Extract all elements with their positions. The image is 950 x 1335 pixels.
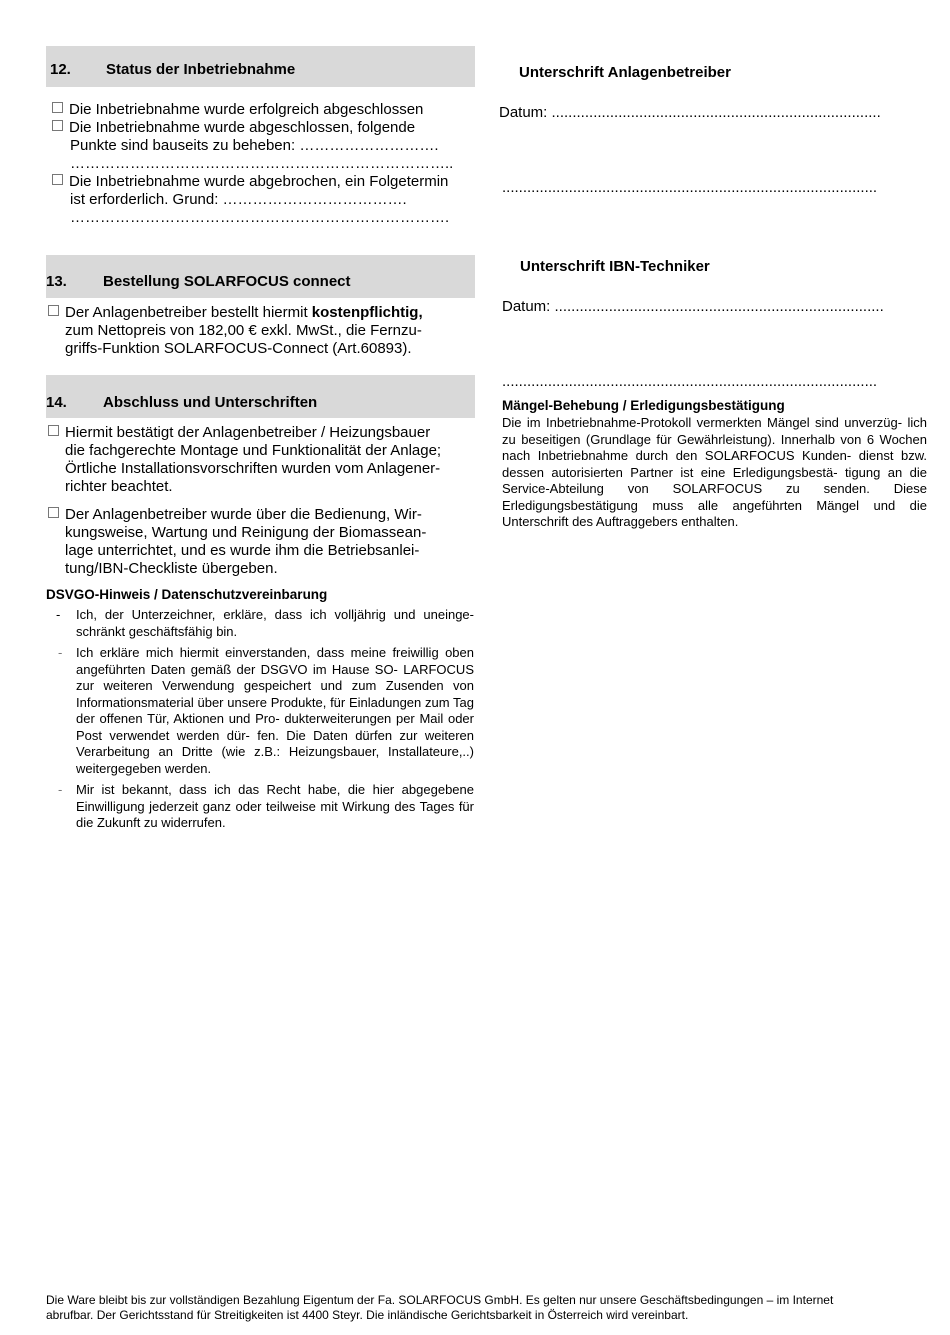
signature-technician-date-field[interactable]: Datum: ...............................................................................	[502, 298, 884, 315]
dsgvo-item: - Mir ist bekannt, dass ich das Recht habe, die hier abgegebene Einwilligung jederzeit ganz oder teilweise mit Wirkung des Tages für die Zukunft zu widerrufen.	[58, 782, 474, 830]
footer-line: abrufbar. Der Gerichtsstand für Streitigkeiten ist 4400 Steyr. Die inländische Gerichtsbarkeit in Österreich wird vereinbart.	[46, 1308, 689, 1322]
option-text: ist erforderlich. Grund: ……………………………….	[70, 191, 407, 208]
bullet-dash: -	[58, 645, 63, 660]
option-completed[interactable]: Die Inbetriebnahme wurde erfolgreich abgeschlossen	[52, 101, 482, 119]
confirm-text: Örtliche Installationsvorschriften wurden vom Anlagener-	[65, 460, 441, 477]
option-aborted[interactable]: Die Inbetriebnahme wurde abgebrochen, ein Folgetermin	[52, 173, 482, 191]
confirm-text: kungsweise, Wartung und Reinigung der Biomassean-	[65, 524, 427, 541]
option-completed-with-issues[interactable]: Die Inbetriebnahme wurde abgeschlossen, folgende	[52, 119, 482, 137]
section-title: Abschluss und Unterschriften	[103, 394, 318, 411]
section-13-header	[46, 255, 475, 298]
confirm-text: richter beachtet.	[65, 478, 173, 495]
defects-title: Mängel-Behebung / Erledigungsbestätigung	[502, 398, 785, 413]
section-number: 14.	[46, 394, 67, 411]
checkbox[interactable]	[48, 507, 59, 518]
footer-line: Die Ware bleibt bis zur vollständigen Bezahlung Eigentum der Fa. SOLARFOCUS GmbH. Es gelten nur unsere Geschäftsbedingungen – im Internet	[46, 1293, 834, 1307]
option-order-connect[interactable]: Der Anlagenbetreiber bestellt hiermit kostenpflichtig,	[48, 304, 478, 322]
defects-text: Die im Inbetriebnahme-Protokoll vermerkten Mängel sind unverzüg- lich zu beseitigen (Grundlage für Gewährleistung). Innerhalb von 6 Wochen nach Inbetriebnahme durch den SOLARFOCUS Kunden- dienst bzw. dessen autorisierten Partner ist eine Erledigungsbestä- tigung an die Service-Abteilung von SOLARFOCUS zu senden. Diese Erledigungsbestätigung muss alle angeführten Mängel und die Unterschrift des Auftraggebers enthalten.	[502, 415, 927, 529]
checkbox[interactable]	[48, 425, 59, 436]
fill-line[interactable]: …………………………………………………………………..	[70, 155, 454, 172]
confirm-text: lage unterrichtet, und es wurde ihm die Betriebsanlei-	[65, 542, 420, 559]
option-installation-confirm[interactable]: Hiermit bestätigt der Anlagenbetreiber / Heizungsbauer	[48, 424, 478, 442]
checkbox[interactable]	[52, 120, 63, 131]
signature-technician-title: Unterschrift IBN-Techniker	[520, 258, 710, 275]
checkbox[interactable]	[48, 305, 59, 316]
section-title: Bestellung SOLARFOCUS connect	[103, 273, 351, 290]
signature-technician-line[interactable]: ..........................................................................................	[502, 373, 878, 390]
confirm-text: tung/IBN-Checkliste übergeben.	[65, 560, 278, 577]
footer	[46, 1293, 908, 1323]
section-number: 13.	[46, 273, 67, 290]
dsgvo-title: DSVGO-Hinweis / Datenschutzvereinbarung	[46, 587, 328, 602]
signature-operator-line[interactable]: ..........................................................................................	[502, 179, 878, 196]
checkbox[interactable]	[52, 102, 63, 113]
signature-operator-date-field[interactable]: Datum: ...............................................................................	[499, 104, 881, 121]
bullet-dash: -	[56, 607, 61, 622]
section-13-order	[48, 304, 478, 358]
section-12-options	[52, 101, 482, 227]
dsgvo-item: - Ich, der Unterzeichner, erkläre, dass ich volljährig und uneinge- schränkt geschäftsfähig bin.	[56, 607, 474, 639]
order-text: zum Nettopreis von 182,00 € exkl. MwSt., die Fernzu-	[65, 322, 422, 339]
section-number: 12.	[50, 61, 71, 78]
option-instruction-confirm[interactable]: Der Anlagenbetreiber wurde über die Bedienung, Wir-	[48, 506, 478, 524]
section-12-header	[46, 46, 475, 87]
section-title: Status der Inbetriebnahme	[106, 61, 296, 78]
section-14-confirm-b	[48, 506, 478, 578]
section-14-header	[46, 375, 475, 418]
dsgvo-item: - Ich erkläre mich hiermit einverstanden, dass meine freiwillig oben angeführten Daten gemäß der DSGVO im Hause SO- LARFOCUS zur weiteren Verwendung gespeichert und zum Zusenden von Informationsmaterial über unsere Produkte, für Einladungen zum Tag der offenen Tür, Aktionen und Pro- dukterweiterungen per Mail oder Post verwendet werden dür- fen. Die Daten dürfen zur weiteren Verarbeitung an Dritte (wie z.B.: Heizungsbauer, Installateure,..) weitergegeben werden.	[58, 645, 474, 776]
signature-operator-title: Unterschrift Anlagenbetreiber	[519, 64, 731, 81]
checkbox[interactable]	[52, 174, 63, 185]
bullet-dash: -	[58, 782, 63, 797]
fill-line[interactable]: ………………………………………………………………….	[70, 209, 450, 226]
order-text: griffs-Funktion SOLARFOCUS-Connect (Art.60893).	[65, 340, 412, 357]
dsgvo-list	[56, 607, 474, 832]
option-text: Punkte sind bauseits zu beheben: ……………………….	[70, 137, 439, 154]
confirm-text: die fachgerechte Montage und Funktionalität der Anlage;	[65, 442, 442, 459]
section-14-confirm-a	[48, 424, 478, 496]
